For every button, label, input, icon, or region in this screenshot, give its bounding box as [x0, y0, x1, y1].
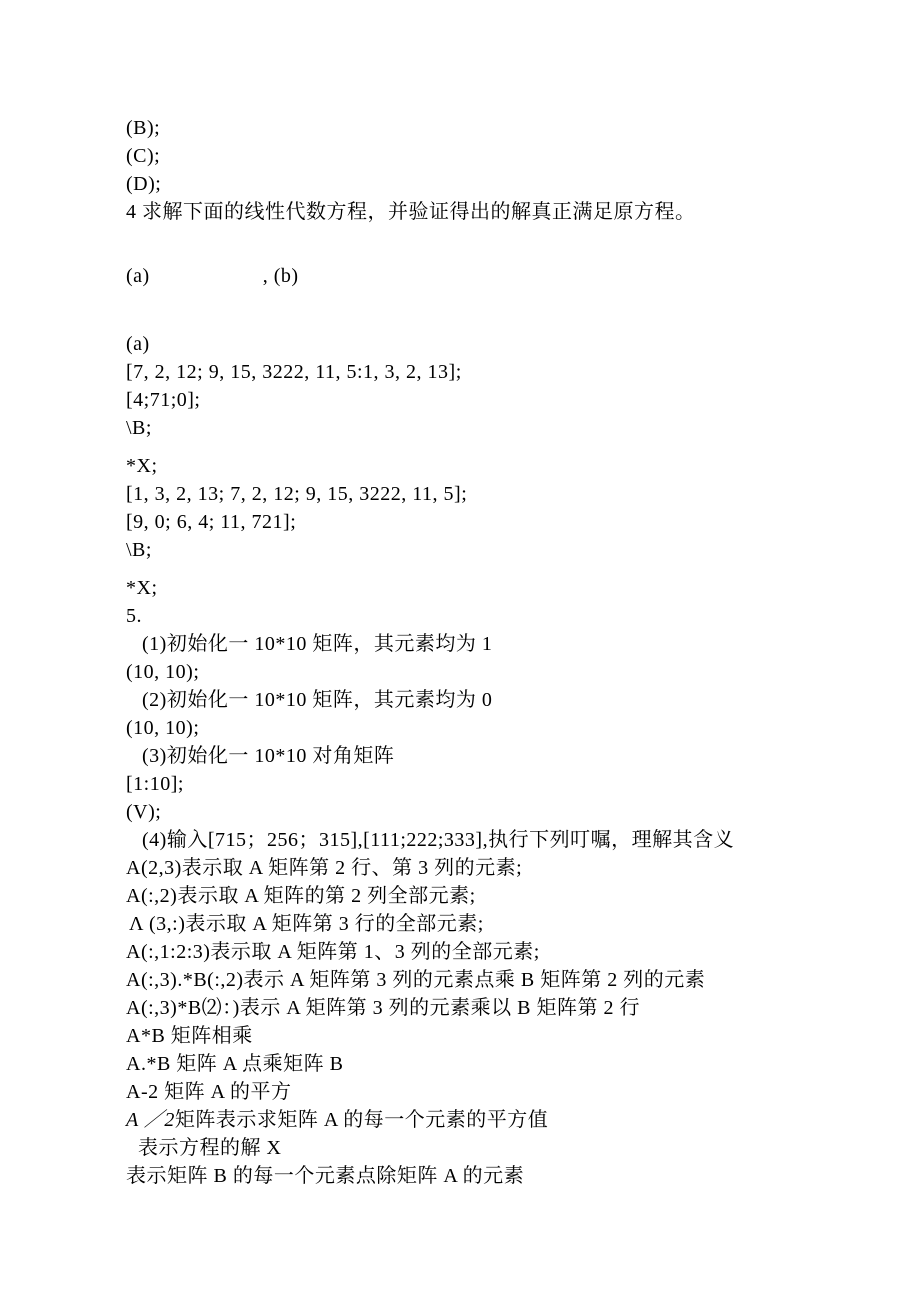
- text-line: 表示矩阵 B 的每一个元素点除矩阵 A 的元素: [126, 1165, 525, 1187]
- text-line: *X;: [126, 455, 158, 477]
- text-line: 5.: [126, 605, 142, 627]
- text-line: A(2,3)表示取 A 矩阵第 2 行、第 3 列的元素;: [126, 857, 523, 879]
- text-line: (3)初始化一 10*10 对角矩阵: [142, 745, 395, 767]
- text-line: (10, 10);: [126, 717, 200, 739]
- text-line: A.*B 矩阵 A 点乘矩阵 B: [126, 1053, 344, 1075]
- text-line: [126, 262, 890, 290]
- text-line: [4;71;0];: [126, 389, 201, 411]
- text-line: (B);: [126, 117, 161, 139]
- text-line: \B;: [126, 417, 152, 439]
- text-line: Λ (3,:)表示取 A 矩阵第 3 行的全部元素;: [129, 913, 484, 935]
- blank-line: [126, 290, 890, 330]
- text-line: [126, 1106, 890, 1134]
- text-line: A(:,3)*B⑵：)表示 A 矩阵第 3 列的元素乘以 B 矩阵第 2 行: [126, 997, 640, 1019]
- text-line: 表示方程的解 X: [138, 1137, 282, 1159]
- blank-line: [126, 226, 890, 262]
- document-content: [126, 114, 890, 1190]
- text-line: (2)初始化一 10*10 矩阵，其元素均为 0: [142, 689, 493, 711]
- text-line: (C);: [126, 145, 161, 167]
- blank-line: [126, 442, 890, 452]
- text-line: [1:10];: [126, 773, 184, 795]
- inline-gap: [150, 281, 263, 282]
- text-line: [9, 0; 6, 4; 11, 721];: [126, 511, 297, 533]
- text-line: A-2 矩阵 A 的平方: [126, 1081, 292, 1103]
- text-line: (4)输入[715；256；315],[111;222;333],执行下列叮嘱，理解其含义: [142, 829, 735, 851]
- blank-line: [126, 564, 890, 574]
- text-line: (1)初始化一 10*10 矩阵，其元素均为 1: [142, 633, 493, 655]
- text-line: [7, 2, 12; 9, 15, 3222, 11, 5:1, 3, 2, 13];: [126, 361, 462, 383]
- text-line: A(:,2)表示取 A 矩阵的第 2 列全部元素;: [126, 885, 476, 907]
- text-line: [1, 3, 2, 13; 7, 2, 12; 9, 15, 3222, 11, 5];: [126, 483, 468, 505]
- text-line: 4 求解下面的线性代数方程，并验证得出的解真正满足原方程。: [126, 201, 696, 223]
- text-line: \B;: [126, 539, 152, 561]
- text-line: (D);: [126, 173, 162, 195]
- text-line: A(:,1:2:3)表示取 A 矩阵第 1、3 列的全部元素;: [126, 941, 540, 963]
- text-segment: (a): [126, 265, 150, 287]
- text-line: (10, 10);: [126, 661, 200, 683]
- text-segment: A ／2: [126, 1109, 175, 1131]
- text-line: *X;: [126, 577, 158, 599]
- text-segment: , (b): [262, 265, 299, 287]
- text-line: A*B 矩阵相乘: [126, 1025, 253, 1047]
- text-line: (V);: [126, 801, 162, 823]
- text-segment: 矩阵表示求矩阵 A 的每一个元素的平方值: [174, 1109, 549, 1131]
- text-line: A(:,3).*B(:,2)表示 A 矩阵第 3 列的元素点乘 B 矩阵第 2 列的元素: [126, 969, 706, 991]
- text-line: (a): [126, 333, 150, 355]
